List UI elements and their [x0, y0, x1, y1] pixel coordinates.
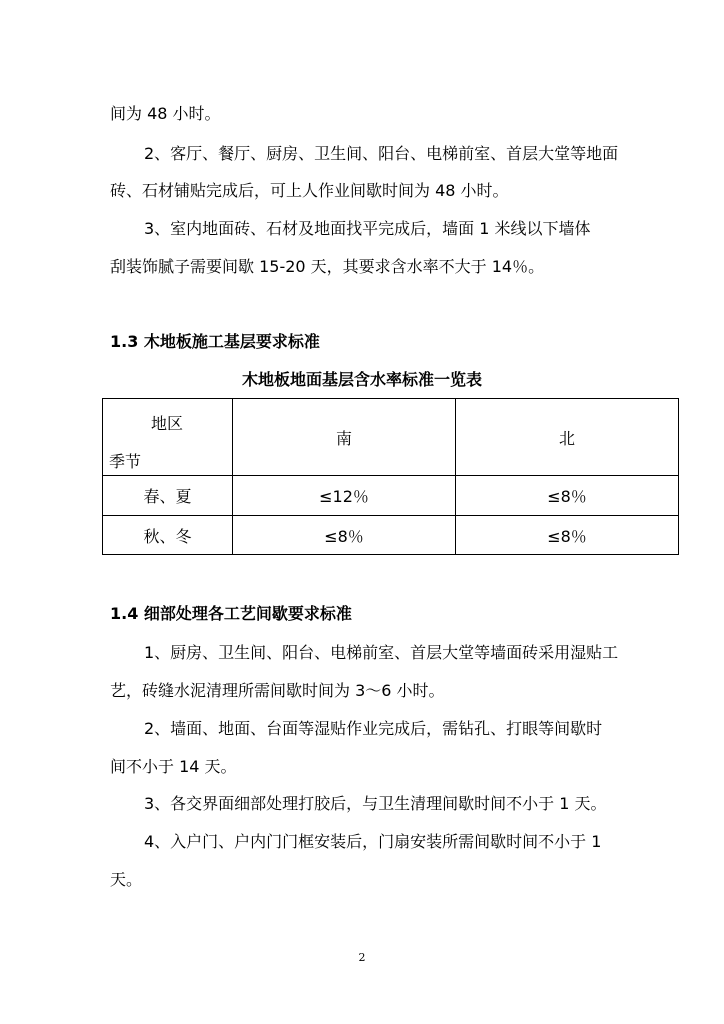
- detail-line-3: 2、墙面、地面、台面等湿贴作业完成后，需钻孔、打眼等间歇时: [144, 719, 603, 738]
- detail-line-1: 1、厨房、卫生间、阳台、电梯前室、首层大堂等墙面砖采用湿贴工: [144, 643, 619, 662]
- section-heading-1-4: 1.4 细部处理各工艺间歇要求标准: [110, 604, 352, 623]
- north-value-cell: ≤8％: [456, 516, 679, 555]
- table-caption: 木地板地面基层含水率标准一览表: [241, 370, 482, 389]
- table-header-row: [103, 399, 679, 476]
- season-header: 季节: [109, 452, 142, 471]
- intro-line-2: 2、客厅、餐厅、厨房、卫生间、阳台、电梯前室、首层大堂等地面: [144, 144, 619, 163]
- detail-line-5: 3、各交界面细部处理打胶后，与卫生清理间歇时间不小于 1 天。: [144, 794, 607, 813]
- detail-line-4: 间不小于 14 天。: [110, 757, 237, 776]
- table-corner-cell: [103, 399, 233, 476]
- season-cell: 春、夏: [103, 476, 233, 516]
- intro-line-3: 砖、石材铺贴完成后，可上人作业间歇时间为 48 小时。: [110, 181, 509, 200]
- detail-line-6: 4、入户门、户内门门框安装后，门扇安装所需间歇时间不小于 1: [144, 832, 602, 851]
- intro-line-1: 间为 48 小时。: [110, 104, 221, 123]
- detail-line-2: 艺，砖缝水泥清理所需间歇时间为 3～6 小时。: [110, 681, 445, 700]
- table-row: [103, 516, 679, 555]
- table-row: [103, 476, 679, 516]
- column-north: 北: [456, 399, 679, 476]
- page-number: 2: [358, 951, 366, 964]
- column-south: 南: [233, 399, 456, 476]
- intro-line-4: 3、室内地面砖、石材及地面找平完成后，墙面 1 米线以下墙体: [144, 219, 591, 238]
- moisture-table: [102, 398, 679, 555]
- season-cell: 秋、冬: [103, 516, 233, 555]
- detail-line-7: 天。: [110, 870, 143, 889]
- section-heading-1-3: 1.3 木地板施工基层要求标准: [110, 332, 320, 351]
- intro-line-5: 刮装饰腻子需要间歇 15-20 天，其要求含水率不大于 14％。: [110, 257, 545, 276]
- region-header: 地区: [151, 414, 184, 433]
- north-value-cell: ≤8％: [456, 476, 679, 516]
- south-value-cell: ≤12％: [233, 476, 456, 516]
- south-value-cell: ≤8％: [233, 516, 456, 555]
